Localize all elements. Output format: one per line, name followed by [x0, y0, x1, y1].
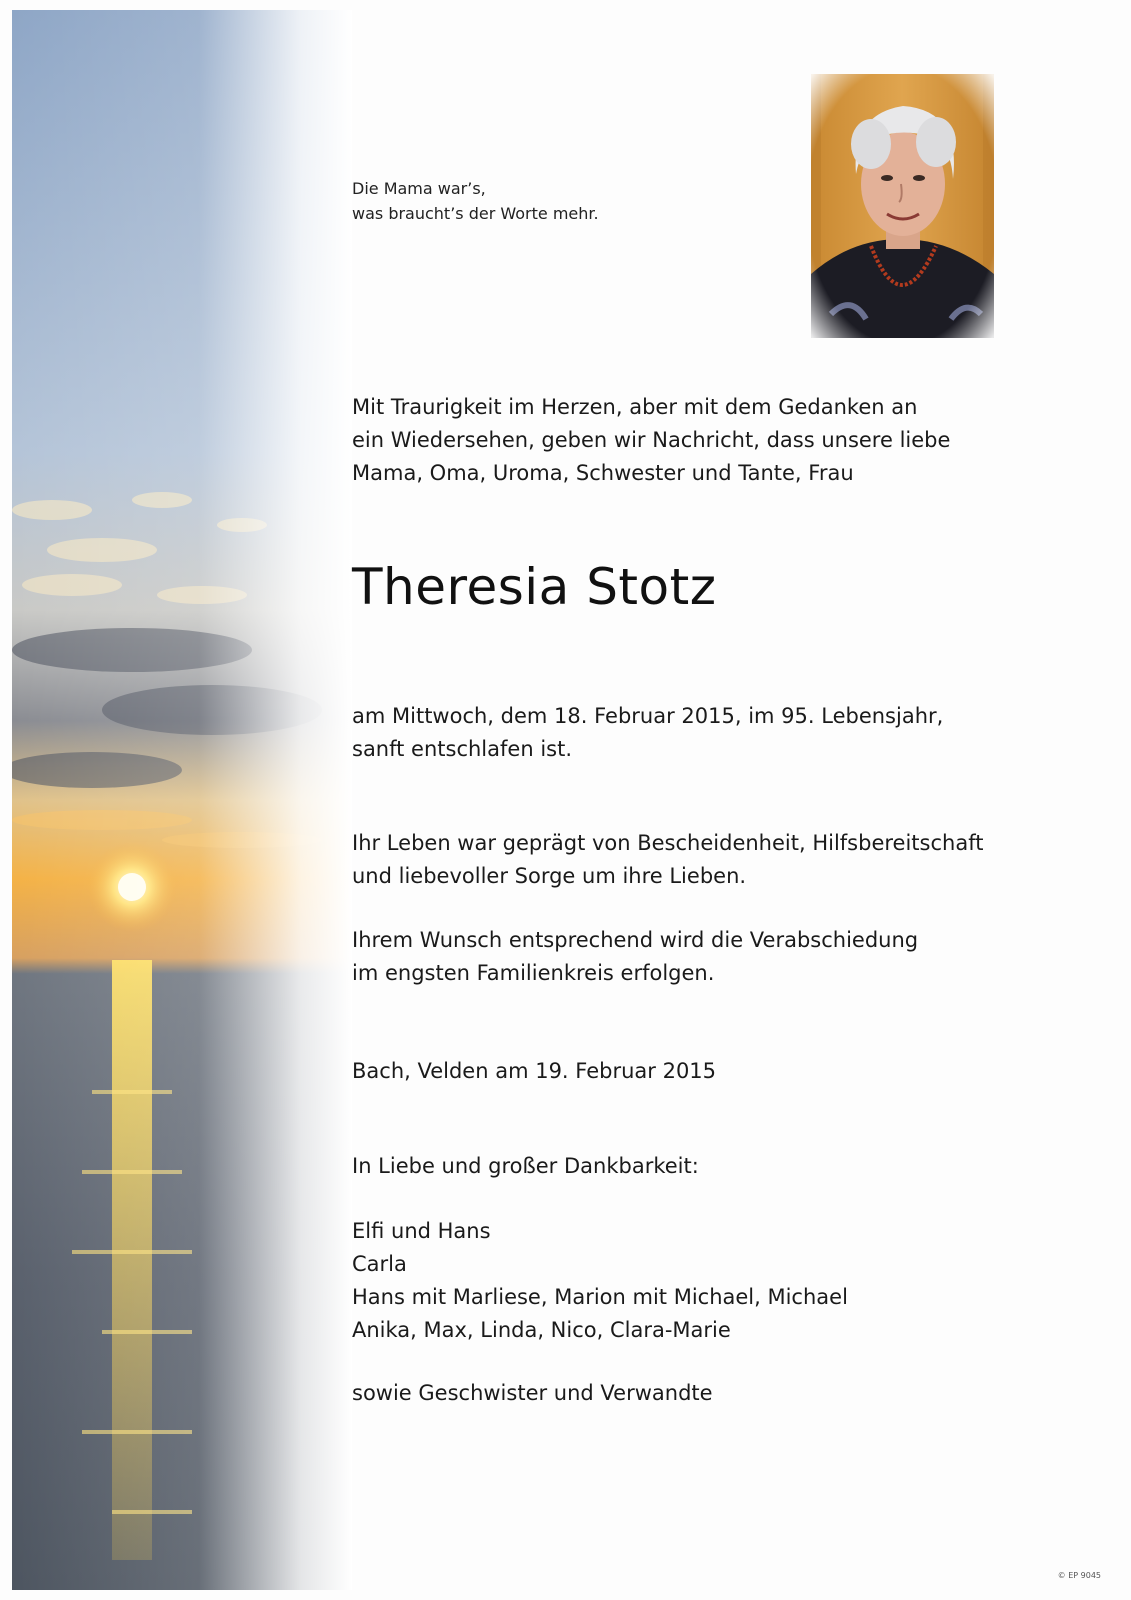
farewell-notice [352, 924, 918, 990]
intro-text [352, 391, 950, 490]
product-code: © EP 9045 [1057, 1571, 1101, 1580]
farewell-line: Ihrem Wunsch entsprechend wird die Verabschiedung [352, 928, 919, 952]
death-notice [352, 700, 943, 766]
death-line: am Mittwoch, dem 18. Februar 2015, im 95. Lebensjahr, [352, 704, 944, 728]
life-description [352, 827, 983, 893]
farewell-line: im engsten Familienkreis erfolgen. [352, 961, 715, 985]
intro-line: Mama, Oma, Uroma, Schwester und Tante, Frau [352, 461, 854, 485]
mourner-entry: Carla [352, 1252, 407, 1276]
thanks-heading: In Liebe und großer Dankbarkeit: [352, 1154, 699, 1178]
life-line: und liebevoller Sorge um ihre Lieben. [352, 864, 747, 888]
motto-line: Die Mama war’s, [352, 179, 486, 198]
portrait-photo [811, 74, 994, 338]
mourners-list [352, 1215, 848, 1347]
intro-line: Mit Traurigkeit im Herzen, aber mit dem Gedanken an [352, 395, 918, 419]
relatives-line: sowie Geschwister und Verwandte [352, 1381, 713, 1405]
mourner-entry: Anika, Max, Linda, Nico, Clara-Marie [352, 1318, 731, 1342]
sunset-background-image [12, 10, 352, 1590]
intro-line: ein Wiedersehen, geben wir Nachricht, dass unsere liebe [352, 428, 951, 452]
mourner-entry: Hans mit Marliese, Marion mit Michael, Michael [352, 1285, 848, 1309]
deceased-name: Theresia Stotz [352, 558, 717, 616]
death-line: sanft entschlafen ist. [352, 737, 572, 761]
motto-verse [352, 176, 599, 226]
motto-line: was braucht’s der Worte mehr. [352, 204, 599, 223]
place-date: Bach, Velden am 19. Februar 2015 [352, 1059, 717, 1083]
life-line: Ihr Leben war geprägt von Bescheidenheit, Hilfsbereitschaft [352, 831, 984, 855]
mourner-entry: Elfi und Hans [352, 1219, 491, 1243]
